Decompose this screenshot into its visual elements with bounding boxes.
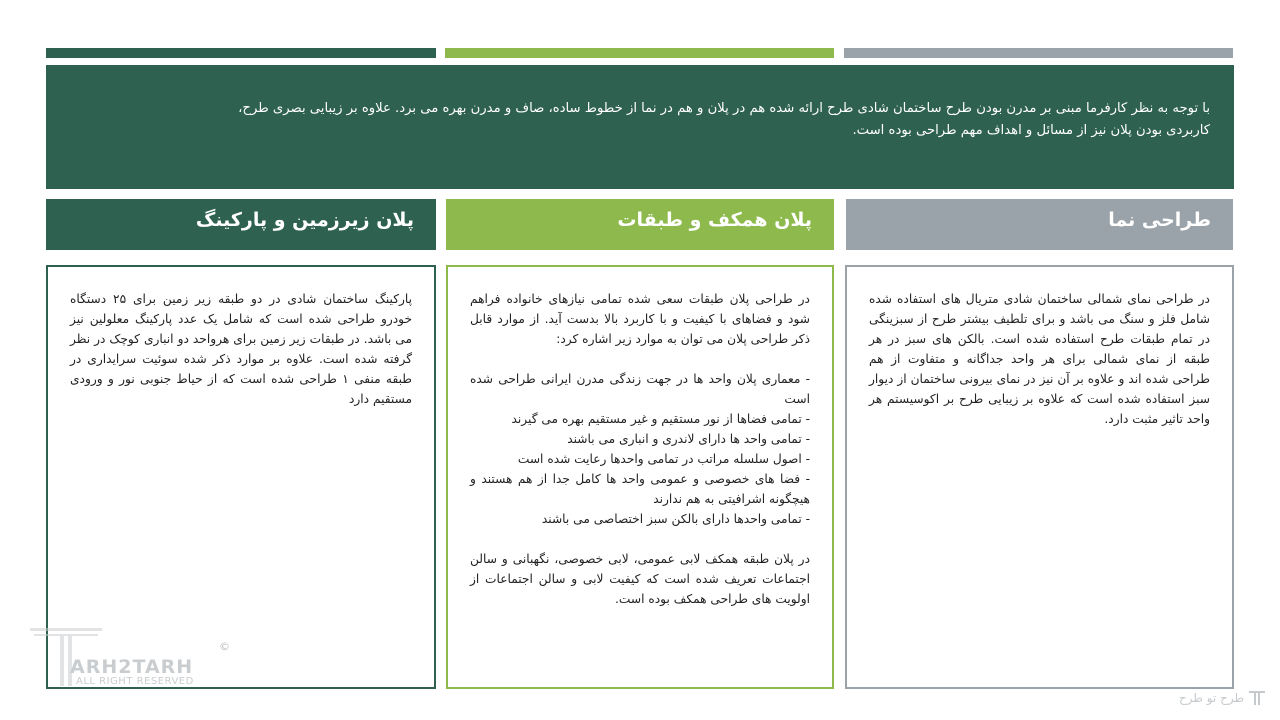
watermark-name: ARH2TARH	[70, 656, 194, 678]
watermark-copyright: ©	[219, 640, 230, 653]
facade-paragraph: در طراحی نمای شمالی ساختمان شادی متریال های استفاده شده شامل فلز و سنگ می باشد و برای تلطیف بیشتر طرح از سبزینگی در تمام طبقات طرح استفاده شده است. بالکن های سبز در هر طبقه از نمای شمالی برای هر واحد جداگانه و متفاوت از هم طراحی شده اند و علاوه بر آن نیز در نمای بیرونی ساختمان از دیوار سبز استفاده شده است که علاوه بر زیبایی طرح بر اکوسیستم هر واحد تاثیر مثبت دارد.	[869, 292, 1210, 426]
intro-line-2: کاربردی بودن پلان نیز از مسائل و اهداف مهم طراحی بوده است.	[852, 123, 1210, 138]
floors-bullet: - تمامی فضاها از نور مستقیم و غیر مستقیم بهره می گیرند	[511, 412, 810, 426]
column-body-facade	[845, 265, 1234, 689]
floors-intro: در طراحی پلان طبقات سعی شده تمامی نیازهای خانواده فراهم شود و فضاهای با کیفیت و با کاربرد بالا بدست آید. از موارد قابل ذکر طراحی پلان می توان به موارد زیر اشاره کرد:	[470, 292, 810, 346]
floors-outro: در پلان طبقه همکف لابی عمومی، لابی خصوصی، نگهبانی و سالن اجتماعات تعریف شده است که کیفیت لابی و سالن اجتماعات از اولویت های طراحی همکف بوده است.	[470, 552, 810, 606]
column-title-floors: پلان همکف و طبقات	[446, 199, 834, 250]
floors-bullet: - تمامی واحدها دارای بالکن سبز اختصاصی می باشند	[541, 512, 810, 526]
floors-bullet: - فضا های خصوصی و عمومی واحد ها کامل جدا از هم هستند و هیچگونه اشرافیتی به هم ندارند	[470, 472, 810, 506]
t-logo-icon	[1248, 690, 1266, 706]
accent-bar-gray	[844, 48, 1233, 58]
intro-line-1: با توجه به نظر کارفرما مبنی بر مدرن بودن طرح ساختمان شادی طرح ارائه شده هم در پلان و هم در نما از خطوط ساده، صاف و مدرن بهره می برد. علاوه بر زیبایی بصری طرح،	[238, 101, 1210, 116]
column-title-facade: طراحی نما	[846, 199, 1233, 250]
floors-bullet: - معماری پلان واحد ها در جهت زندگی مدرن ایرانی طراحی شده است	[470, 372, 810, 406]
intro-banner	[46, 65, 1234, 189]
watermark-right-text: طرح تو طرح	[1178, 691, 1244, 705]
floors-bullet: - اصول سلسله مراتب در تمامی واحدها رعایت شده است	[517, 452, 810, 466]
accent-bar-dark	[46, 48, 436, 58]
watermark-subtitle: ALL RIGHT RESERVED	[76, 676, 194, 687]
column-body-floors	[446, 265, 834, 689]
floors-bullet: - تمامی واحد ها دارای لاندری و انباری می باشند	[567, 432, 810, 446]
accent-bar-green	[445, 48, 834, 58]
watermark-right	[1179, 690, 1266, 706]
basement-paragraph: پارکینگ ساختمان شادی در دو طبقه زیر زمین برای ۲۵ دستگاه خودرو طراحی شده است که شامل یک عدد پارکینگ معلولین نیز می باشد. در طبقات زیر زمین برای هرواحد دو انباری کوچک در نظر گرفته شده است. علاوه بر موارد ذکر شده سوئیت سرایداری در طبقه منفی ۱ طراحی شده است که از حیاط جنوبی نور و ورودی مستقیم دارد	[70, 292, 412, 406]
column-title-basement: پلان زیرزمین و پارکینگ	[46, 199, 436, 250]
